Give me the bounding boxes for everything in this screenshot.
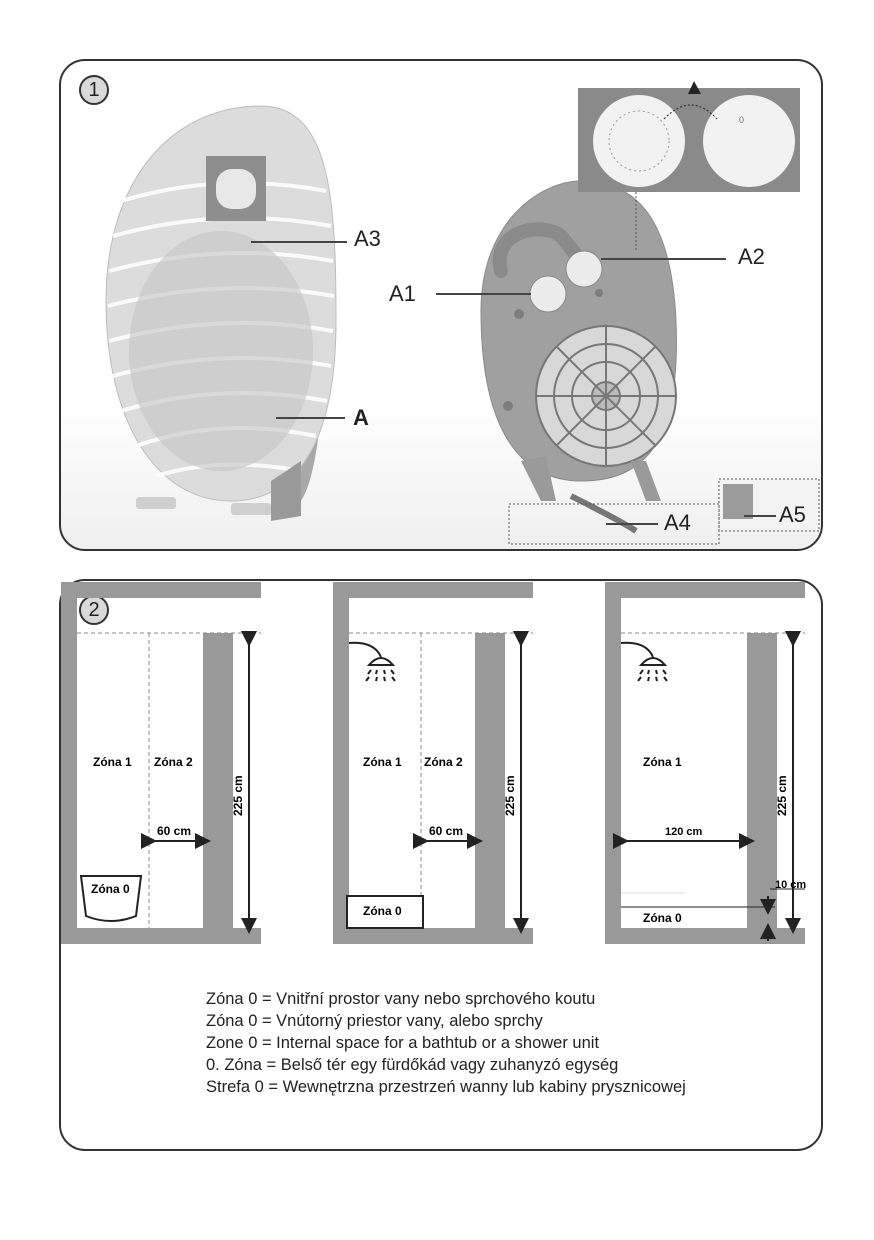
d3-zone0-label: Zóna 0 bbox=[643, 911, 682, 925]
figure-1-panel bbox=[59, 59, 823, 551]
d3-zone1-label: Zóna 1 bbox=[643, 755, 682, 769]
label-a3: A3 bbox=[354, 226, 381, 251]
diagram-walk-in-shower bbox=[605, 582, 806, 944]
d1-distance-label: 60 cm bbox=[157, 824, 192, 838]
diagram-shower-tray bbox=[333, 582, 533, 944]
d1-zone1-label: Zóna 1 bbox=[93, 755, 132, 769]
d1-height-label: 225 cm bbox=[231, 775, 245, 816]
front-heater bbox=[106, 106, 336, 521]
figure-2-panel bbox=[59, 579, 823, 1151]
d2-distance-label: 60 cm bbox=[429, 824, 464, 838]
label-a: A bbox=[353, 405, 369, 430]
d2-zone1-label: Zóna 1 bbox=[363, 755, 402, 769]
back-heater bbox=[481, 181, 676, 531]
label-a4: A4 bbox=[664, 510, 691, 535]
dial-inset bbox=[578, 81, 800, 192]
d2-height-label: 225 cm bbox=[503, 775, 517, 816]
legend-line-hu: 0. Zóna = Belső tér egy fürdőkád vagy zuhanyzó egység bbox=[206, 1056, 619, 1074]
d3-offset-label: 10 cm bbox=[775, 879, 807, 891]
d3-height-label: 225 cm bbox=[775, 775, 789, 816]
figure-number-badge: 1 bbox=[79, 75, 109, 105]
d3-distance-label: 120 cm bbox=[665, 826, 703, 838]
d1-zone0-label: Zóna 0 bbox=[91, 882, 130, 896]
d2-zone0-label: Zóna 0 bbox=[363, 904, 402, 918]
d2-zone2-label: Zóna 2 bbox=[424, 755, 463, 769]
heater-illustration bbox=[61, 61, 821, 549]
legend-line-sk: Zóna 0 = Vnútorný priestor vany, alebo sprchy bbox=[206, 1012, 543, 1030]
d1-zone2-label: Zóna 2 bbox=[154, 755, 193, 769]
label-a1: A1 bbox=[389, 281, 416, 306]
label-a5: A5 bbox=[779, 502, 806, 527]
diagram-bathtub bbox=[61, 582, 261, 944]
legend-line-en: Zone 0 = Internal space for a bathtub or a shower unit bbox=[206, 1034, 600, 1052]
zone-legend bbox=[206, 988, 686, 1098]
bathroom-zones-diagram bbox=[61, 581, 821, 981]
figure-number-badge: 2 bbox=[79, 595, 109, 625]
dial-mark: 0 bbox=[739, 115, 745, 125]
label-a2: A2 bbox=[738, 244, 765, 269]
legend-line-pl: Strefa 0 = Wewnętrzna przestrzeń wanny lub kabiny prysznicowej bbox=[206, 1078, 686, 1096]
legend-line-cs: Zóna 0 = Vnitřní prostor vany nebo sprchového koutu bbox=[206, 990, 596, 1008]
